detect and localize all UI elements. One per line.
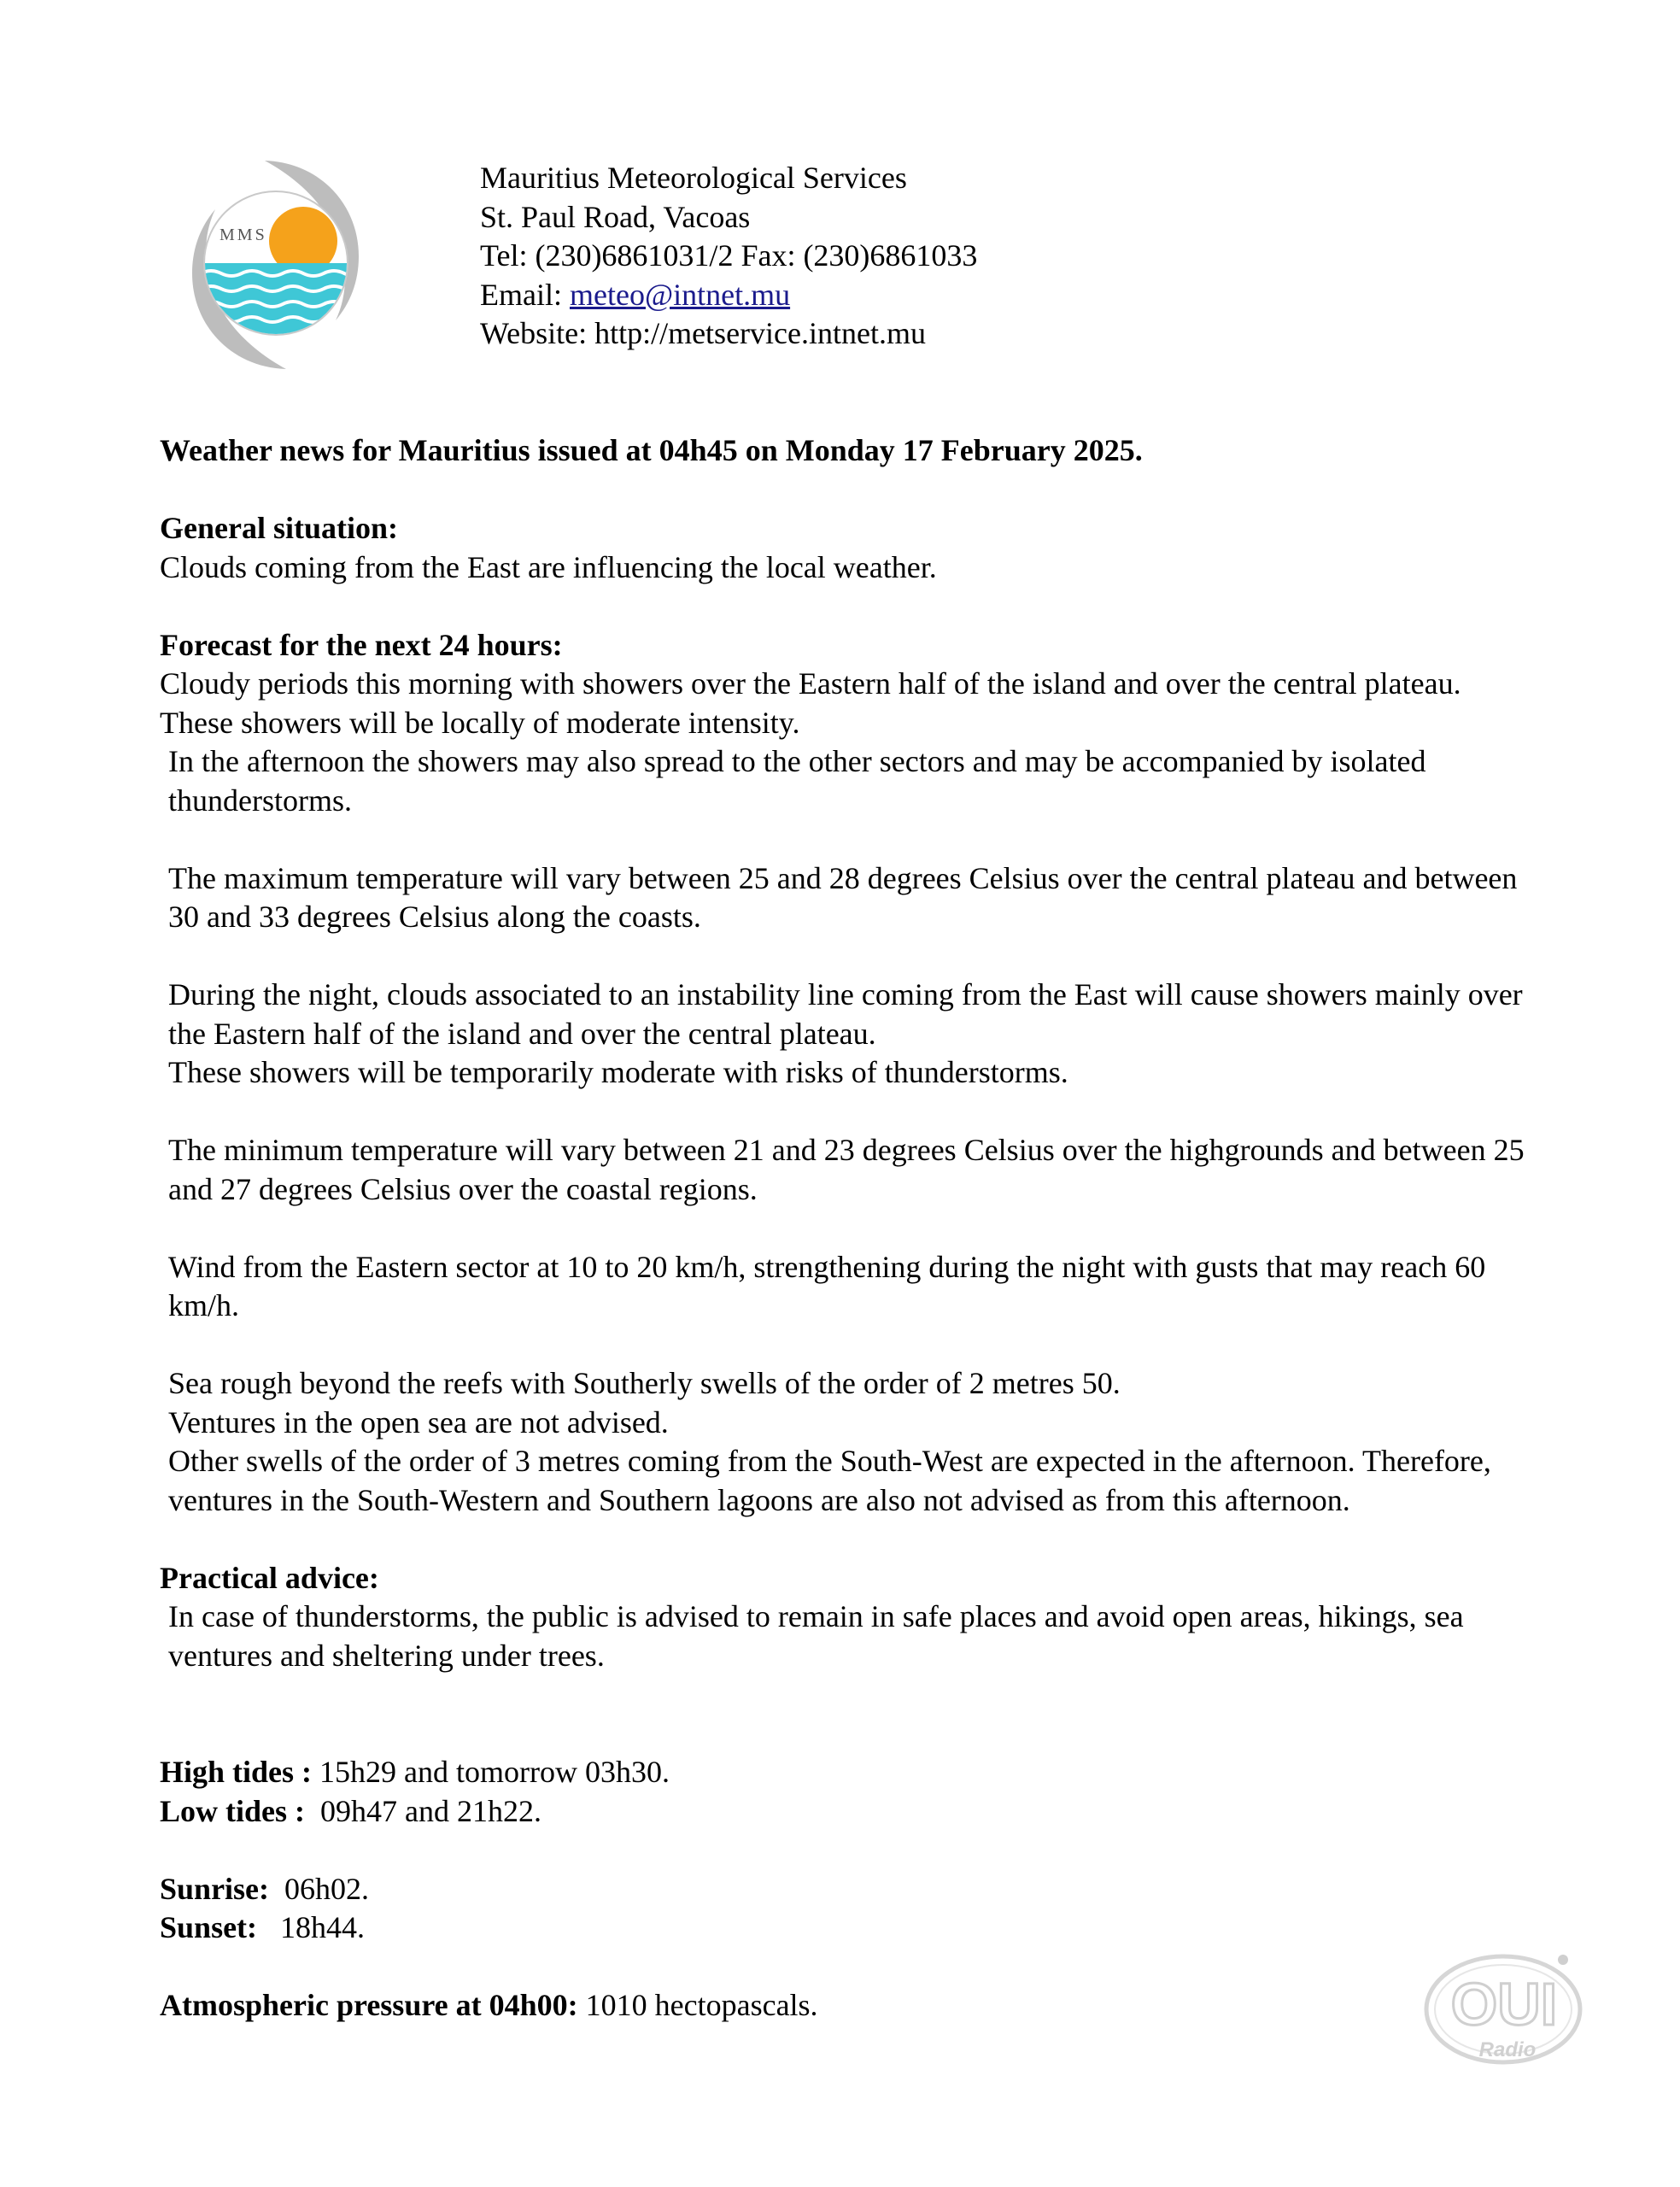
min-temperature: The minimum temperature will vary between 21 and 23 degrees Celsius over the highgrounds and between 25 and 27 degrees Celsius over the coastal regions. (168, 1133, 1525, 1206)
high-tides-label: High tides : (160, 1755, 313, 1789)
general-situation-heading: General situation: (160, 511, 398, 545)
logo-text: MMS (220, 226, 267, 244)
contact-block (480, 159, 977, 354)
forecast-paragraph-2: In the afternoon the showers may also spread to the other sectors and may be accompanied by isolated thunderstorms. (168, 744, 1426, 818)
pressure-value: 1010 hectopascals. (577, 1988, 818, 2022)
forecast-heading: Forecast for the next 24 hours: (160, 627, 563, 662)
email-label: Email: (480, 277, 570, 312)
high-tides-value: 15h29 and tomorrow 03h30. (312, 1755, 670, 1789)
tel-fax: Tel: (230)6861031/2 Fax: (230)6861033 (480, 238, 978, 273)
night-paragraph-2: These showers will be temporarily moderate with risks of thunderstorms. (168, 1055, 1068, 1089)
sunrise-label: Sunrise: (160, 1871, 270, 1906)
sunset-label: Sunset: (160, 1910, 258, 1944)
atmospheric-pressure (160, 1986, 1526, 2026)
low-tides (160, 1792, 1526, 1832)
sunrise (160, 1870, 1526, 1909)
night-paragraph-1: During the night, clouds associated to an instability line coming from the East will cause showers mainly over the Eastern half of the island and over the central plateau. (168, 977, 1523, 1051)
watermark-text: OUI (1450, 1971, 1558, 2037)
sunset-value: 18h44. (257, 1910, 366, 1944)
max-temperature: The maximum temperature will vary between 25 and 28 degrees Celsius over the central plateau and between 30 and 33 degrees Celsius along the coasts. (168, 860, 1518, 934)
mms-logo (184, 154, 372, 376)
sea-paragraph-1: Sea rough beyond the reefs with Southerly swells of the order of 2 metres 50. (168, 1366, 1121, 1400)
low-tides-label: Low tides : (160, 1793, 305, 1828)
practical-advice-text: In case of thunderstorms, the public is advised to remain in safe places and avoid open areas, hikings, sea ventures and sheltering under trees. (168, 1599, 1464, 1673)
org-name: Mauritius Meteorological Services (480, 161, 907, 195)
sea-paragraph-2: Ventures in the open sea are not advised. (168, 1404, 669, 1439)
bulletin-title: Weather news for Mauritius issued at 04h45 on Monday 17 February 2025. (160, 433, 1143, 467)
watermark-subtext: Radio (1478, 2038, 1537, 2061)
forecast-paragraph-1: Cloudy periods this morning with showers over the Eastern half of the island and over the central plateau. These showers will be locally of moderate intensity. (160, 666, 1461, 740)
bulletin-body (160, 431, 1526, 2026)
wind: Wind from the Eastern sector at 10 to 20 km/h, strengthening during the night with gusts that may reach 60 km/h. (168, 1249, 1486, 1322)
website: Website: http://metservice.intnet.mu (480, 316, 926, 350)
high-tides (160, 1753, 1526, 1792)
low-tides-value: 09h47 and 21h22. (305, 1793, 541, 1828)
sunrise-value: 06h02. (269, 1871, 370, 1906)
general-situation-text: Clouds coming from the East are influencing the local weather. (160, 549, 937, 584)
oui-radio-watermark (1422, 1941, 1589, 2073)
email-line (480, 276, 977, 315)
pressure-label: Atmospheric pressure at 04h00: (160, 1988, 578, 2022)
address: St. Paul Road, Vacoas (480, 199, 751, 234)
sea-paragraph-3: Other swells of the order of 3 metres coming from the South-West are expected in the afternoon. Therefore, ventures in the South-Western and Southern lagoons are also not advised as from this afternoon. (168, 1444, 1491, 1517)
practical-advice-heading: Practical advice: (160, 1560, 379, 1595)
email-link[interactable]: meteo@intnet.mu (569, 277, 791, 312)
sunset (160, 1908, 1526, 1948)
